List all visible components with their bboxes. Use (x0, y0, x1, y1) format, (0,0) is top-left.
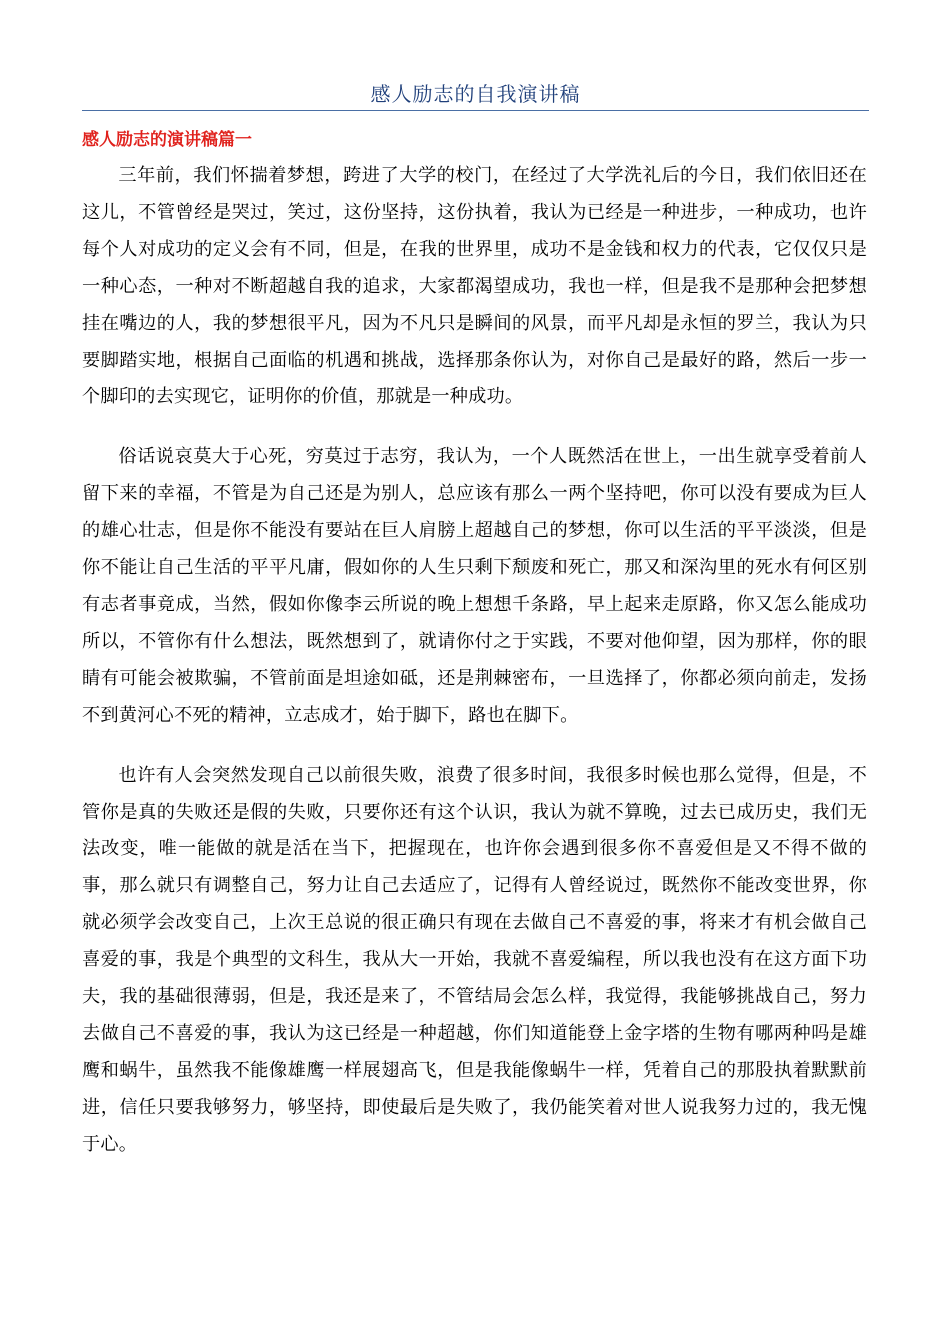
page-header (82, 78, 869, 111)
section-heading: 感人励志的演讲稿篇一 (82, 130, 252, 150)
document-body (82, 158, 867, 1187)
paragraph-2: 俗话说哀莫大于心死，穷莫过于志穷，我认为，一个人既然活在世上，一出生就享受着前人留下来的幸福，不管是为自己还是为别人，总应该有那么一两个坚持吧，你可以没有要成为巨人的雄心壮志，但是你不能没有要站在巨人肩膀上超越自己的梦想，你可以生活的平平淡淡，但是你不能让自己生活的平平凡庸，假如你的人生只剩下颓废和死亡，那又和深沟里的死水有何区别有志者事竟成，当然，假如你像李云所说的晚上想想千条路，早上起来走原路，你又怎么能成功所以，不管你有什么想法，既然想到了，就请你付之于实践，不要对他仰望，因为那样，你的眼睛有可能会被欺骗，不管前面是坦途如砥，还是荆棘密布，一旦选择了，你都必须向前走，发扬不到黄河心不死的精神，立志成才，始于脚下，路也在脚下。 (82, 446, 867, 726)
paragraph-3: 也许有人会突然发现自己以前很失败，浪费了很多时间，我很多时候也那么觉得，但是，不管你是真的失败还是假的失败，只要你还有这个认识，我认为就不算晚，过去已成历史，我们无法改变，唯一能做的就是活在当下，把握现在，也许你会遇到很多你不喜爱但是又不得不做的事，那么就只有调整自己，努力让自己去适应了，记得有人曾经说过，既然你不能改变世界，你就必须学会改变自己，上次王总说的很正确只有现在去做自己不喜爱的事，将来才有机会做自己喜爱的事，我是个典型的文科生，我从大一开始，我就不喜爱编程，所以我也没有在这方面下功夫，我的基础很薄弱，但是，我还是来了，不管结局会怎么样，我觉得，我能够挑战自己，努力去做自己不喜爱的事，我认为这已经是一种超越，你们知道能登上金字塔的生物有哪两种吗是雄鹰和蜗牛，虽然我不能像雄鹰一样展翅高飞，但是我能像蜗牛一样，凭着自己的那股执着默默前进，信任只要我够努力，够坚持，即使最后是失败了，我仍能笑着对世人说我努力过的，我无愧于心。 (82, 764, 867, 1155)
paragraph-1: 三年前，我们怀揣着梦想，跨进了大学的校门，在经过了大学洗礼后的今日，我们依旧还在这儿，不管曾经是哭过，笑过，这份坚持，这份执着，我认为已经是一种进步，一种成功，也许每个人对成功的定义会有不同，但是，在我的世界里，成功不是金钱和权力的代表，它仅仅只是一种心态，一种对不断超越自我的追求，大家都渴望成功，我也一样，但是我不是那种会把梦想挂在嘴边的人，我的梦想很平凡，因为不凡只是瞬间的风景，而平凡却是永恒的罗兰，我认为只要脚踏实地，根据自己面临的机遇和挑战，选择那条你认为，对你自己是最好的路，然后一步一个脚印的去实现它，证明你的价值，那就是一种成功。 (82, 165, 867, 408)
document-title: 感人励志的自我演讲稿 (370, 82, 581, 106)
